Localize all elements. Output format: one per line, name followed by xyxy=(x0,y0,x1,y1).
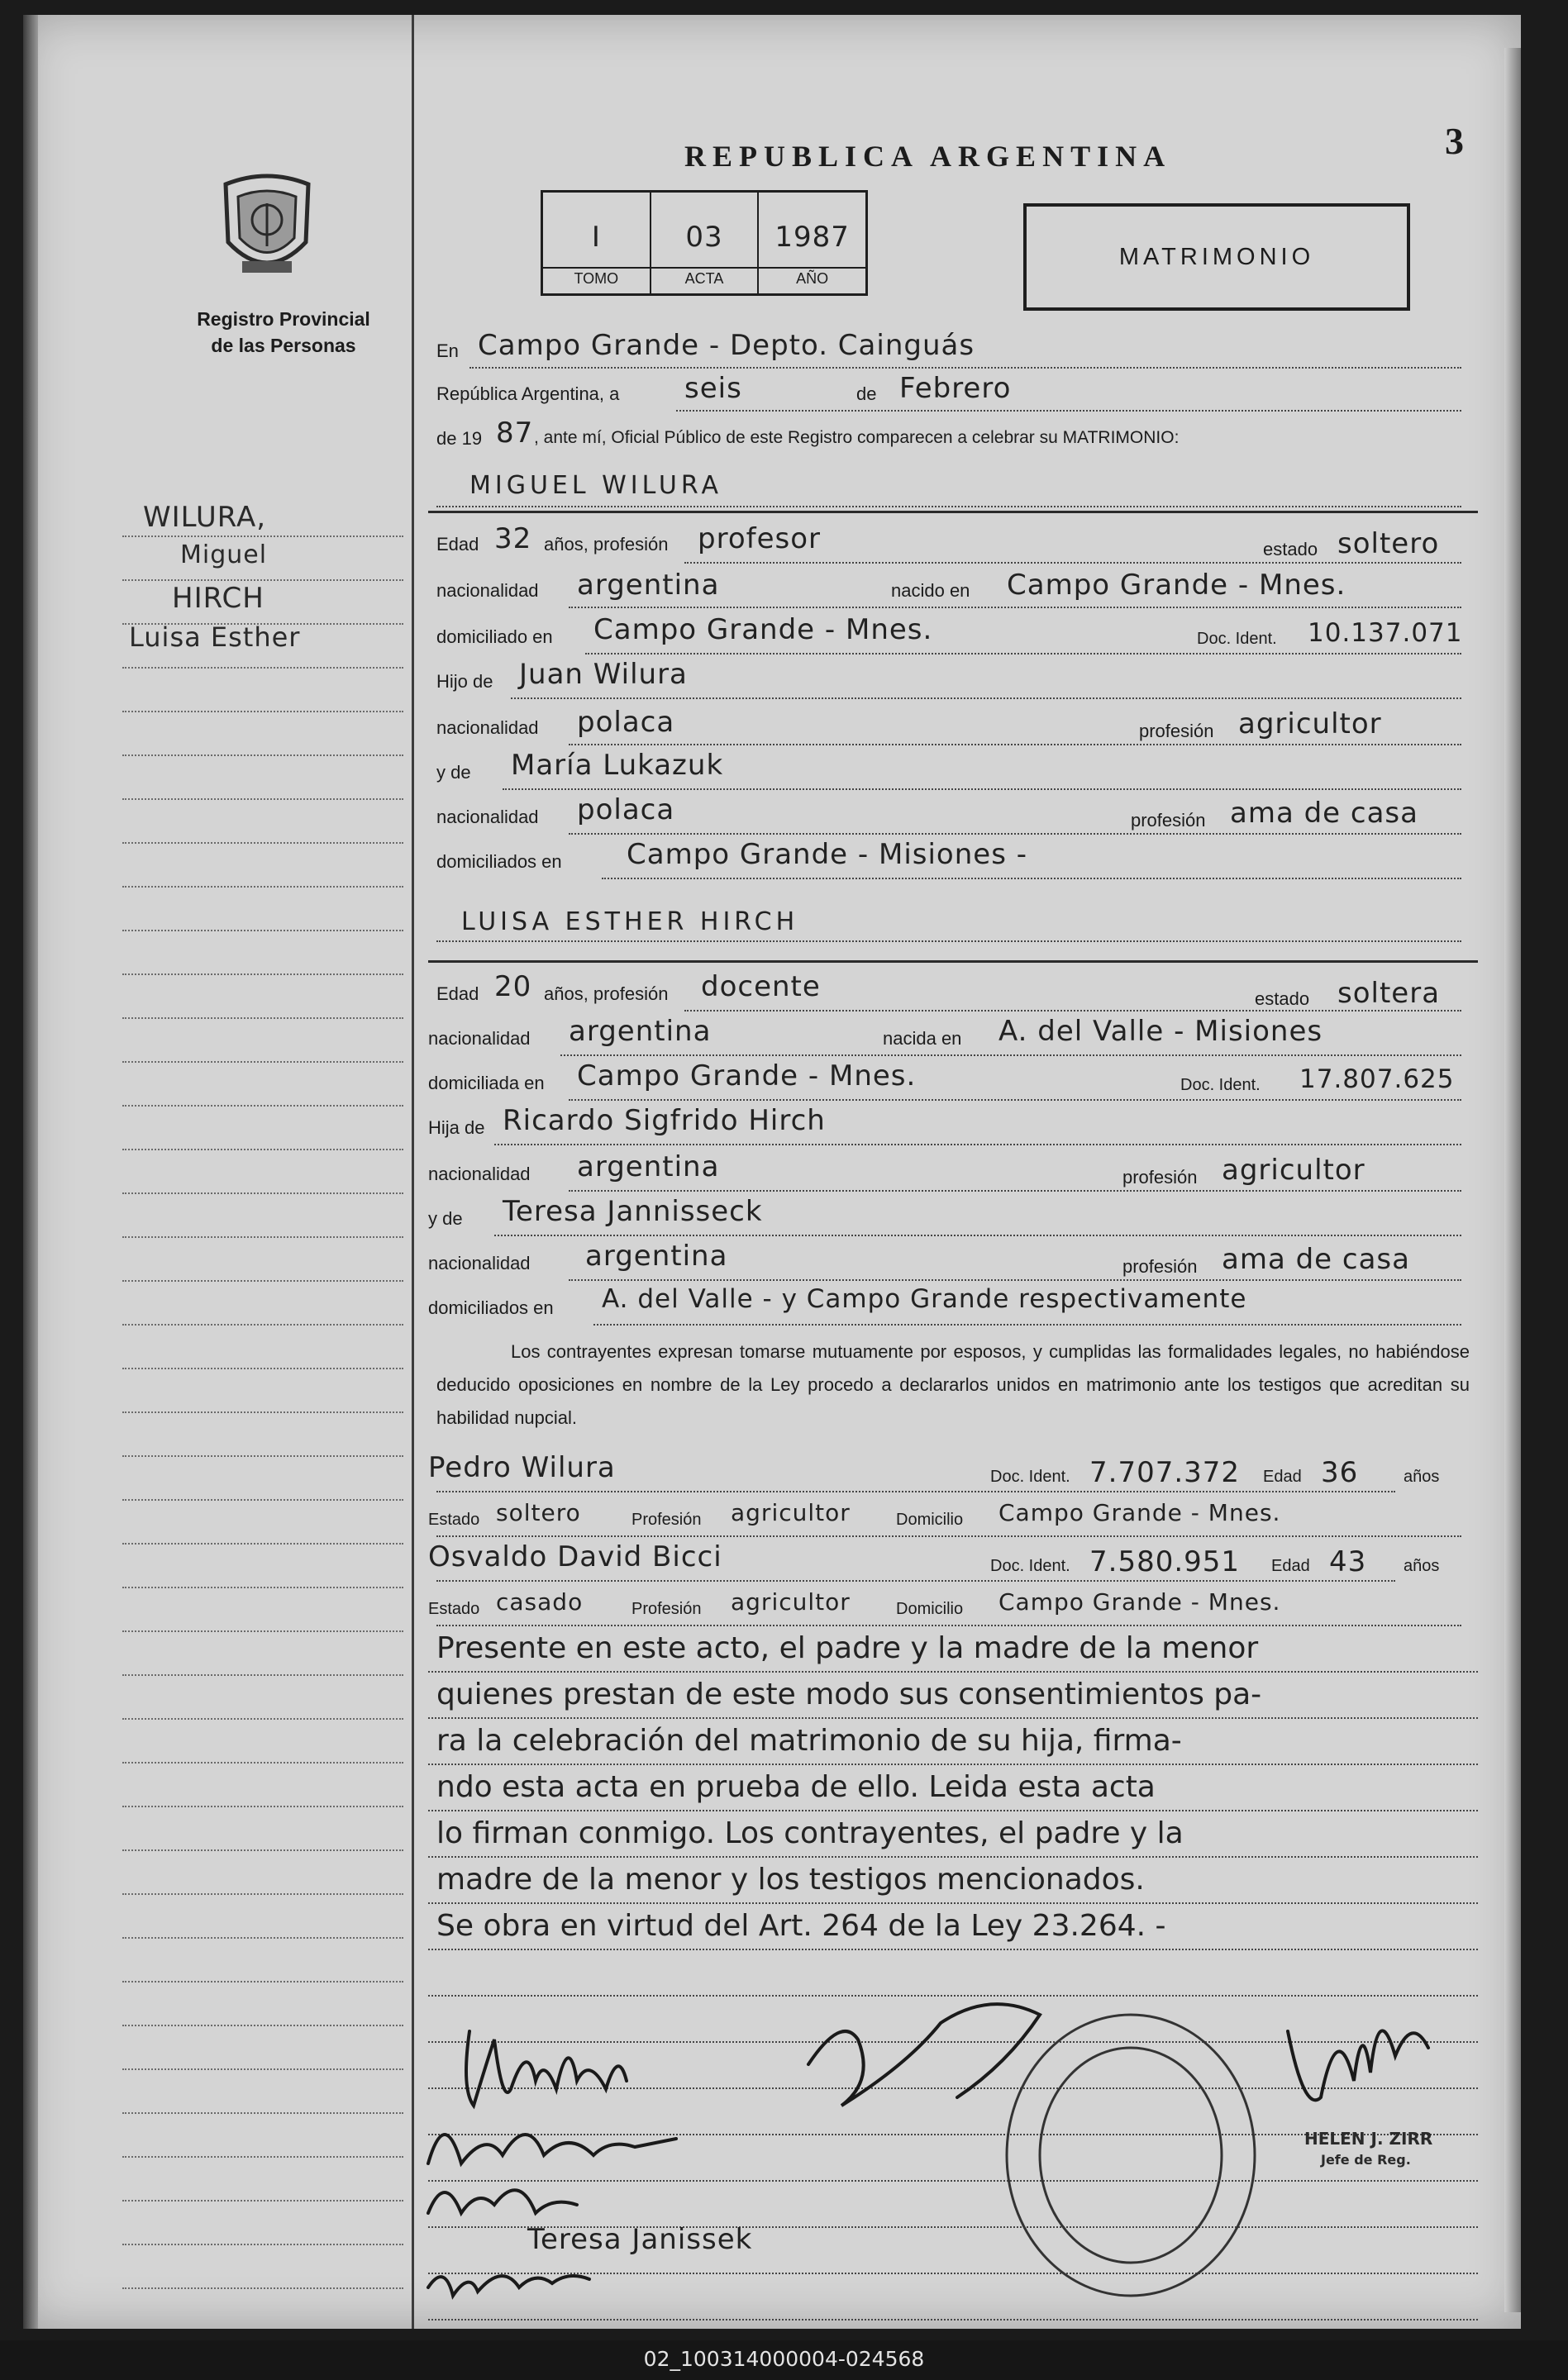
groom-doc: 10.137.071 xyxy=(1308,618,1463,648)
record-type-box: MATRIMONIO xyxy=(1023,203,1410,311)
provincial-seal-icon xyxy=(213,164,321,288)
registry-title: Registro Provincial de las Personas xyxy=(197,308,370,356)
margin-rule xyxy=(122,798,403,800)
margin-rule xyxy=(122,1718,403,1720)
marriage-day: seis xyxy=(684,372,742,405)
margin-rule xyxy=(122,1806,403,1807)
bride-birthplace: A. del Valle - Misiones xyxy=(998,1015,1323,1048)
margin-rule xyxy=(122,1455,403,1457)
bride-mother-details-row: nacionalidad argentina profesión ama de casa xyxy=(436,1240,1461,1283)
groom-father-details-row: nacionalidad polaca profesión agricultor xyxy=(436,704,1461,747)
bride-mother: Teresa Jannisseck xyxy=(503,1195,763,1228)
margin-rule xyxy=(122,711,403,712)
tomo-label: TOMO xyxy=(543,267,650,288)
margin-rule xyxy=(122,1630,403,1632)
groom-signature xyxy=(466,2031,627,2106)
officer-signature-2 xyxy=(1288,2030,1428,2100)
margin-rule xyxy=(122,1192,403,1194)
margin-rule xyxy=(122,1411,403,1413)
bride-father-nationality: argentina xyxy=(577,1150,720,1183)
witness-2-status: casado xyxy=(496,1588,584,1616)
intro-year-row: de 19 87 , ante mí, Oficial Público de este Registro comparecen a celebrar su MATRIMONIO: xyxy=(436,416,1180,450)
margin-rule xyxy=(122,1236,403,1238)
record-index-box xyxy=(541,190,868,296)
bride-name-row xyxy=(436,901,1461,944)
witness-1-details-row: Estado soltero Profesión agricultor Domicilio Campo Grande - Mnes. xyxy=(436,1496,1461,1539)
groom-father-nationality: polaca xyxy=(577,706,675,739)
groom-mother-profession: ama de casa xyxy=(1230,797,1418,830)
remark-rule xyxy=(428,1810,1478,1811)
groom-profession: profesor xyxy=(698,522,821,555)
groom-parents-domicile-row: domiciliados en Campo Grande - Misiones - xyxy=(436,838,1461,881)
margin-rule xyxy=(122,1762,403,1764)
groom-age: 32 xyxy=(494,522,532,555)
margin-rule xyxy=(122,930,403,931)
remark-line: madre de la menor y los testigos mencionados. xyxy=(436,1863,1145,1897)
intro-date-row: República Argentina, a seis de Febrero xyxy=(436,372,1461,415)
margin-rule xyxy=(122,1674,403,1676)
bride-father: Ricardo Sigfrido Hirch xyxy=(503,1104,826,1137)
witness-2-row: Osvaldo David Bicci Doc. Ident. 7.580.951 Edad 43 años xyxy=(436,1540,1461,1583)
remark-rule xyxy=(428,1902,1478,1904)
remark-rule xyxy=(428,1949,1478,1950)
mother-signature-text: Teresa Janissek xyxy=(527,2223,753,2256)
bride-domicile-row: domiciliada en Campo Grande - Mnes. Doc. Ident. 17.807.625 xyxy=(436,1059,1461,1102)
bride-parents-domicile: A. del Valle - y Campo Grande respectivamente xyxy=(602,1284,1247,1314)
remark-rule xyxy=(428,1764,1478,1765)
bride-parents-domicile-row: domiciliados en A. del Valle - y Campo Grande respectivamente xyxy=(436,1284,1461,1327)
bride-domicile: Campo Grande - Mnes. xyxy=(577,1059,917,1092)
margin-rule xyxy=(122,1893,403,1895)
anio-cell xyxy=(759,193,865,293)
officer-signature-1 xyxy=(808,2004,1040,2106)
remark-line: ra la celebración del matrimonio de su hija, firma- xyxy=(436,1724,1182,1758)
margin-rule xyxy=(122,754,403,756)
acta-value: 03 xyxy=(685,221,723,254)
margin-column xyxy=(23,15,412,2329)
bride-father-details-row: nacionalidad argentina profesión agricultor xyxy=(436,1150,1461,1193)
margin-rule xyxy=(122,1280,403,1282)
bride-nationality: argentina xyxy=(569,1015,712,1048)
marriage-place: Campo Grande - Depto. Cainguás xyxy=(478,329,975,362)
witness-1-doc: 7.707.372 xyxy=(1089,1456,1241,1489)
bride-mother-nationality: argentina xyxy=(585,1240,728,1273)
witness-2-doc: 7.580.951 xyxy=(1089,1545,1241,1578)
margin-rule xyxy=(122,2068,403,2070)
remark-line: ndo esta acta en prueba de ello. Leida esta acta xyxy=(436,1770,1156,1804)
witness-1-row: Pedro Wilura Doc. Ident. 7.707.372 Edad 36 años xyxy=(436,1451,1461,1494)
intro-place-row: En Campo Grande - Depto. Cainguás xyxy=(436,329,1461,372)
groom-domicile-row: domiciliado en Campo Grande - Mnes. Doc. Ident. 10.137.071 xyxy=(436,613,1461,656)
margin-rule xyxy=(122,623,403,625)
margin-rule xyxy=(122,536,403,537)
marriage-year: 87 xyxy=(496,416,534,450)
remark-rule xyxy=(428,1717,1478,1719)
tomo-cell xyxy=(543,193,651,293)
witness-1-domicile: Campo Grande - Mnes. xyxy=(998,1499,1281,1526)
groom-birthplace: Campo Grande - Mnes. xyxy=(1007,569,1346,602)
margin-rule xyxy=(122,1587,403,1588)
page-number: 3 xyxy=(1445,120,1464,162)
margin-rule xyxy=(122,1849,403,1851)
groom-mother-row: y de María Lukazuk xyxy=(436,749,1461,792)
bride-profession: docente xyxy=(701,970,821,1003)
groom-civil-status: soltero xyxy=(1337,527,1440,560)
margin-rule xyxy=(122,1061,403,1063)
groom-mother: María Lukazuk xyxy=(511,749,724,782)
marriage-month: Febrero xyxy=(899,372,1012,405)
remark-line: lo firman conmigo. Los contrayentes, el padre y la xyxy=(436,1816,1184,1850)
official-stamp xyxy=(1007,2015,1255,2296)
witness-1-profession: agricultor xyxy=(731,1499,851,1526)
margin-rule xyxy=(122,667,403,669)
margin-rule xyxy=(122,1017,403,1019)
image-id-footer: 02_100314000004-024568 xyxy=(0,2340,1568,2380)
officer-stamp-title: Jefe de Reg. xyxy=(1321,2152,1411,2168)
margin-rule xyxy=(122,1981,403,1983)
officer-stamp-name: HELEN J. ZIRR xyxy=(1304,2129,1433,2149)
witness-2-details-row: Estado casado Profesión agricultor Domicilio Campo Grande - Mnes. xyxy=(436,1585,1461,1628)
bride-father-row: Hija de Ricardo Sigfrido Hirch xyxy=(436,1104,1461,1147)
margin-rule xyxy=(122,1105,403,1107)
bride-name: LUISA ESTHER HIRCH xyxy=(461,907,799,936)
margin-rule xyxy=(122,2200,403,2202)
remark-line: Se obra en virtud del Art. 264 de la Ley 23.264. - xyxy=(436,1909,1166,1943)
groom-name: MIGUEL WILURA xyxy=(469,471,722,500)
margin-rule xyxy=(122,1499,403,1501)
acta-cell xyxy=(651,193,760,293)
margin-rule xyxy=(122,2287,403,2289)
groom-father-profession: agricultor xyxy=(1238,707,1382,740)
groom-father: Juan Wilura xyxy=(519,658,688,691)
margin-rule xyxy=(122,842,403,844)
margin-bride-surname: HIRCH xyxy=(172,582,265,615)
bride-father-profession: agricultor xyxy=(1222,1154,1365,1187)
record-body xyxy=(412,15,1521,2329)
remark-rule xyxy=(428,1671,1478,1673)
groom-nationality-row: nacionalidad argentina nacido en Campo Grande - Mnes. xyxy=(436,567,1461,610)
margin-rule xyxy=(122,1368,403,1369)
remark-rule xyxy=(428,1856,1478,1858)
father-signature xyxy=(428,2190,577,2213)
margin-groom-surname: WILURA, xyxy=(143,501,267,534)
bride-nationality-row: nacionalidad argentina nacida en A. del Valle - Misiones xyxy=(436,1015,1461,1058)
groom-nationality: argentina xyxy=(577,569,720,602)
groom-domicile: Campo Grande - Mnes. xyxy=(593,613,933,646)
document-page xyxy=(23,15,1521,2329)
witness-1-age: 36 xyxy=(1321,1456,1359,1489)
groom-name-row xyxy=(436,468,1461,511)
witness-signature xyxy=(428,2276,589,2296)
margin-bride-given: Luisa Esther xyxy=(129,621,301,653)
witness-1-name: Pedro Wilura xyxy=(428,1451,616,1484)
tomo-value: I xyxy=(591,221,601,254)
acta-label: ACTA xyxy=(651,267,758,288)
groom-mother-details-row: nacionalidad polaca profesión ama de casa xyxy=(436,793,1461,836)
signature-area xyxy=(412,1965,1521,2329)
margin-rule xyxy=(122,2025,403,2026)
bride-signature xyxy=(428,2135,676,2163)
margin-rule xyxy=(122,2112,403,2114)
margin-rule xyxy=(122,1937,403,1939)
groom-parents-domicile: Campo Grande - Misiones - xyxy=(627,838,1027,871)
margin-rule xyxy=(122,886,403,888)
margin-rule xyxy=(122,973,403,975)
groom-mother-nationality: polaca xyxy=(577,793,675,826)
remark-line: quienes prestan de este modo sus consentimientos pa- xyxy=(436,1678,1262,1711)
margin-rule xyxy=(122,1149,403,1150)
bride-mother-profession: ama de casa xyxy=(1222,1243,1410,1276)
declaration-text: Los contrayentes expresan tomarse mutuamente por esposos, y cumplidas las formalidades legales, no habiéndose deducido oposiciones en nombre de la Ley procedo a declararlos unidos en matrimonio ante los testigos que acreditan su habilidad nupcial. xyxy=(436,1341,1470,1428)
bride-civil-status: soltera xyxy=(1337,977,1441,1010)
margin-groom-given: Miguel xyxy=(180,540,268,569)
witness-2-profession: agricultor xyxy=(731,1588,851,1616)
bride-age: 20 xyxy=(494,970,532,1003)
margin-rule xyxy=(122,579,403,581)
anio-label: AÑO xyxy=(759,267,865,288)
bride-doc: 17.807.625 xyxy=(1299,1064,1455,1094)
margin-rule xyxy=(122,1543,403,1545)
bride-age-row: Edad 20 años, profesión docente estado soltera xyxy=(436,970,1461,1013)
groom-father-row: Hijo de Juan Wilura xyxy=(436,658,1461,701)
section-separator xyxy=(428,960,1478,963)
groom-age-row: Edad 32 años, profesión profesor estado soltero xyxy=(436,522,1461,565)
country-title: REPUBLICA ARGENTINA xyxy=(684,140,1172,173)
bride-mother-row: y de Teresa Jannisseck xyxy=(436,1195,1461,1238)
witness-2-age: 43 xyxy=(1329,1545,1367,1578)
witness-1-status: soltero xyxy=(496,1499,581,1526)
margin-rule xyxy=(122,2156,403,2158)
margin-rule xyxy=(122,1324,403,1326)
remark-line: Presente en este acto, el padre y la madre de la menor xyxy=(436,1631,1259,1665)
anio-value: 1987 xyxy=(774,221,850,254)
witness-2-name: Osvaldo David Bicci xyxy=(428,1540,722,1573)
margin-rule xyxy=(122,2244,403,2245)
section-separator xyxy=(428,511,1478,513)
witness-2-domicile: Campo Grande - Mnes. xyxy=(998,1588,1281,1616)
